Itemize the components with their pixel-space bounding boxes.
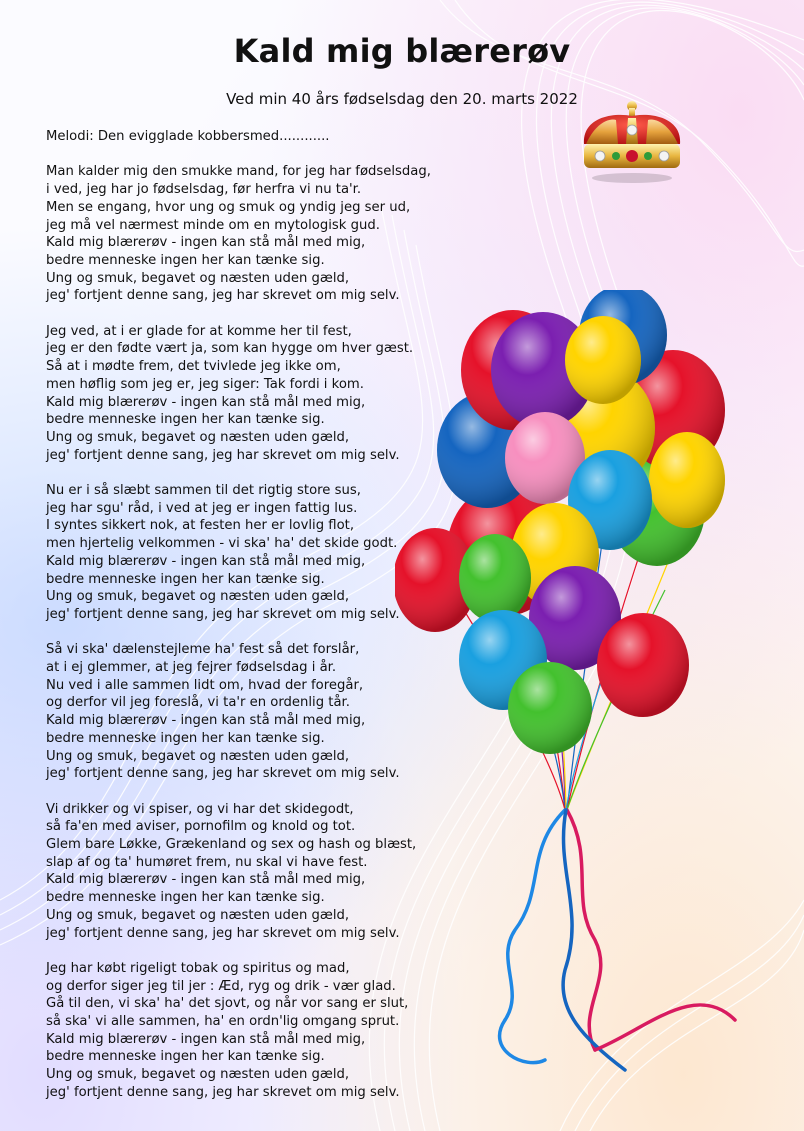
verse-2: [46, 323, 466, 465]
verse-line: Ung og smuk, begavet og næsten uden gæld,: [46, 270, 350, 286]
verse-line: og derfor siger jeg til jer : Æd, ryg og drik - vær glad.: [46, 978, 396, 994]
verse-line: Jeg har købt rigeligt tobak og spiritus og mad,: [46, 960, 350, 976]
verse-line: Ung og smuk, begavet og næsten uden gæld,: [46, 907, 350, 923]
verse-line: så fa'en med aviser, pornofilm og knold og tot.: [46, 819, 356, 835]
verse-line: Kald mig blærerøv - ingen kan stå mål med mig,: [46, 872, 366, 888]
verse-line: Glem bare Løkke, Grækenland og sex og hash og blæst,: [46, 837, 417, 853]
verse-line: Så at i mødte frem, det tvivlede jeg ikke om,: [46, 359, 341, 375]
verse-4: [46, 641, 466, 783]
verse-line: Ung og smuk, begavet og næsten uden gæld,: [46, 1067, 350, 1083]
verse-line: bedre menneske ingen her kan tænke sig.: [46, 890, 325, 906]
verse-line: Kald mig blærerøv - ingen kan stå mål med mig,: [46, 235, 366, 251]
verse-line: jeg har sgu' råd, i ved at jeg er ingen fattig lus.: [46, 500, 358, 516]
verse-line: Nu er i så slæbt sammen til det rigtig store sus,: [46, 483, 361, 499]
verse-line: jeg' fortjent denne sang, jeg har skrevet om mig selv.: [46, 1084, 400, 1100]
verse-line: bedre menneske ingen her kan tænke sig.: [46, 571, 325, 587]
verse-line: men hjertelig velkommen - vi ska' ha' det skide godt.: [46, 536, 398, 552]
verse-line: men høflig som jeg er, jeg siger: Tak fordi i kom.: [46, 376, 364, 392]
verse-line: Ung og smuk, begavet og næsten uden gæld,: [46, 748, 350, 764]
verse-line: bedre menneske ingen her kan tænke sig.: [46, 730, 325, 746]
verse-line: Kald mig blærerøv - ingen kan stå mål med mig,: [46, 713, 366, 729]
verse-line: jeg er den fødte vært ja, som kan hygge om hver gæst.: [46, 341, 414, 357]
verse-line: Nu ved i alle sammen lidt om, hvad der foregår,: [46, 677, 364, 693]
verse-line: Kald mig blærerøv - ingen kan stå mål med mig,: [46, 394, 366, 410]
crown-icon: [576, 98, 688, 186]
verse-line: Så vi ska' dælenstejleme ha' fest så det forslår,: [46, 642, 360, 658]
melody-note: Melodi: Den evigglade kobbersmed............: [46, 129, 330, 144]
verse-line: så ska' vi alle sammen, ha' en ordn'lig omgang sprut.: [46, 1014, 400, 1030]
verse-line: jeg' fortjent denne sang, jeg har skrevet om mig selv.: [46, 766, 400, 782]
verse-line: jeg' fortjent denne sang, jeg har skrevet om mig selv.: [46, 606, 400, 622]
verse-line: slap af og ta' humøret frem, nu skal vi have fest.: [46, 854, 368, 870]
page-subtitle: Ved min 40 års fødselsdag den 20. marts 2022: [226, 90, 578, 108]
verse-1: [46, 163, 466, 305]
verse-6: [46, 960, 466, 1102]
verse-line: i ved, jeg har jo fødselsdag, før herfra vi nu ta'r.: [46, 182, 362, 198]
verse-line: I syntes sikkert nok, at festen her er lovlig flot,: [46, 518, 355, 534]
verse-line: Ung og smuk, begavet og næsten uden gæld,: [46, 429, 350, 445]
verse-line: at i ej glemmer, at jeg fejrer fødselsdag i år.: [46, 660, 337, 676]
verse-line: jeg' fortjent denne sang, jeg har skrevet om mig selv.: [46, 925, 400, 941]
song-lyrics: [46, 128, 466, 1119]
verse-line: Vi drikker og vi spiser, og vi har det skidegodt,: [46, 801, 354, 817]
verses-container: [46, 163, 466, 1101]
verse-line: jeg må vel nærmest minde om en mytologisk gud.: [46, 217, 380, 233]
verse-line: Jeg ved, at i er glade for at komme her til fest,: [46, 323, 352, 339]
verse-line: Man kalder mig den smukke mand, for jeg har fødselsdag,: [46, 164, 431, 180]
verse-line: Men se engang, hvor ung og smuk og yndig jeg ser ud,: [46, 199, 411, 215]
verse-line: Kald mig blærerøv - ingen kan stå mål med mig,: [46, 553, 366, 569]
verse-line: Gå til den, vi ska' ha' det sjovt, og når vor sang er slut,: [46, 996, 409, 1012]
page-title: Kald mig blærerøv: [233, 32, 571, 70]
verse-line: jeg' fortjent denne sang, jeg har skrevet om mig selv.: [46, 447, 400, 463]
verse-line: og derfor vil jeg foreslå, vi ta'r en ordenlig tår.: [46, 695, 350, 711]
verse-3: [46, 482, 466, 624]
verse-line: bedre menneske ingen her kan tænke sig.: [46, 412, 325, 428]
verse-line: Kald mig blærerøv - ingen kan stå mål med mig,: [46, 1031, 366, 1047]
verse-line: Ung og smuk, begavet og næsten uden gæld,: [46, 589, 350, 605]
verse-5: [46, 801, 466, 943]
verse-line: bedre menneske ingen her kan tænke sig.: [46, 252, 325, 268]
verse-line: bedre menneske ingen her kan tænke sig.: [46, 1049, 325, 1065]
verse-line: jeg' fortjent denne sang, jeg har skrevet om mig selv.: [46, 288, 400, 304]
